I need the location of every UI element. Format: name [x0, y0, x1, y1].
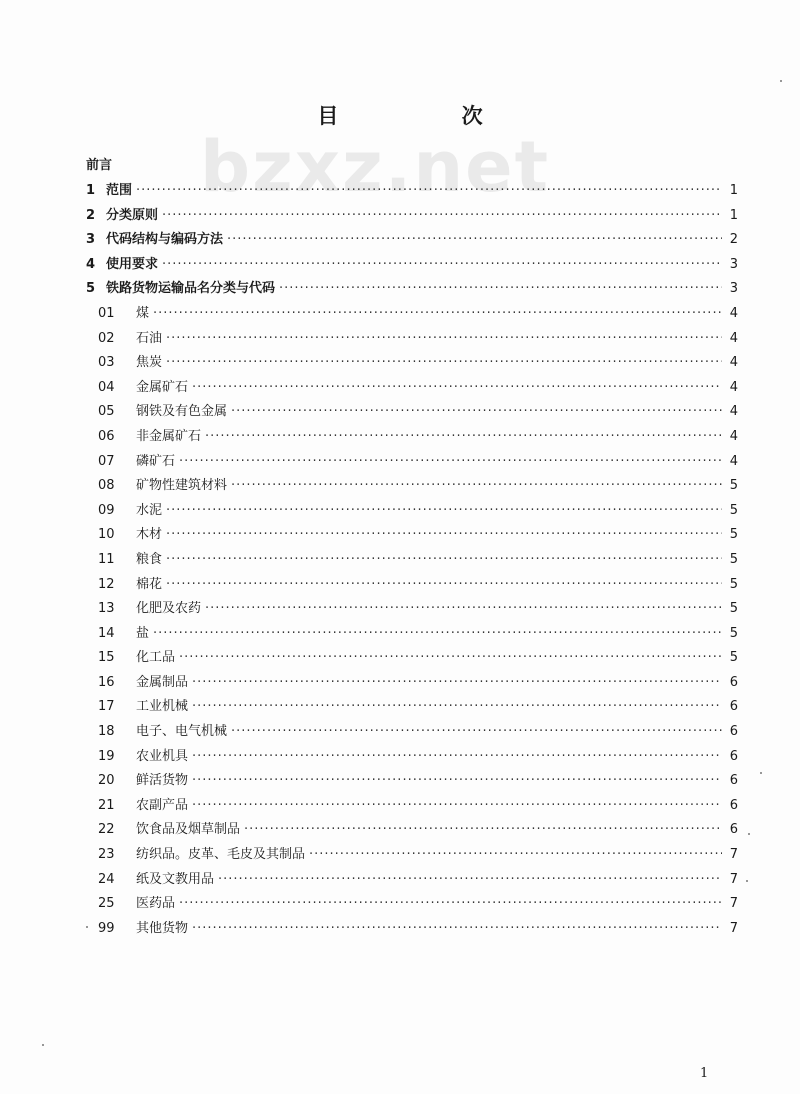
toc-entry-page: 4 [729, 355, 738, 371]
toc-entry-number: 21 [98, 797, 115, 813]
toc-entry [86, 868, 738, 893]
scan-speck [746, 880, 748, 882]
toc-entry-number: 18 [98, 724, 115, 740]
leader-dots [166, 577, 722, 592]
toc-entry-page: 6 [729, 674, 738, 690]
toc-entry-label: 非金属矿石 [136, 428, 202, 444]
toc-entry-label: 饮食品及烟草制品 [136, 822, 241, 838]
leader-dots [136, 183, 722, 198]
toc-entry [86, 450, 738, 475]
toc-entry [86, 327, 738, 352]
toc-entry-number: 22 [98, 822, 115, 838]
leader-dots [162, 208, 722, 223]
toc-entry-page: 4 [729, 428, 738, 444]
leader-dots [192, 798, 722, 813]
toc-entry-number: 09 [98, 502, 115, 518]
toc-entry-label: 纸及文教用品 [136, 871, 215, 887]
leader-dots [205, 429, 722, 444]
toc-entry-label: 工业机械 [136, 699, 189, 715]
toc-entry-page: 5 [729, 625, 738, 641]
leader-dots [166, 527, 722, 542]
toc-entry-page: 4 [729, 404, 738, 420]
toc-entry-page: 7 [729, 920, 738, 936]
leader-dots [279, 281, 722, 296]
toc-entry-page: 4 [729, 330, 738, 346]
toc-entry-label: 木材 [136, 527, 163, 543]
toc-entry-number: 07 [98, 453, 115, 469]
toc-entry-number: 4 [86, 256, 96, 272]
toc-entry [86, 622, 738, 647]
toc-entry-number: 1 [86, 183, 96, 198]
toc-entry-number: 01 [98, 305, 115, 321]
toc-entry [86, 302, 738, 327]
toc-entry-number: 19 [98, 748, 115, 764]
scan-speck [86, 926, 88, 928]
leader-dots [309, 847, 722, 862]
toc-entry-label: 钢铁及有色金属 [136, 404, 228, 420]
toc-entry [86, 179, 738, 204]
toc-entry-page: 5 [729, 601, 738, 617]
leader-dots [153, 306, 722, 321]
toc-entry-number: 25 [98, 896, 115, 912]
toc-entry-page: 5 [729, 650, 738, 666]
toc-entry-page: 3 [729, 256, 738, 272]
toc-entry-label: 煤 [136, 305, 150, 321]
toc-entry-number: 06 [98, 428, 115, 444]
toc-entry-label: 石油 [136, 330, 163, 346]
page-number: 1 [700, 1066, 709, 1081]
leader-dots [166, 503, 722, 518]
toc-entry [86, 376, 738, 401]
toc-entry-label: 磷矿石 [136, 453, 176, 469]
toc-entry [86, 499, 738, 524]
toc-entry-page: 3 [729, 281, 738, 297]
toc-entry [86, 597, 738, 622]
toc-entry [86, 745, 738, 770]
toc-entry-number: 3 [86, 232, 96, 248]
leader-dots [179, 650, 722, 665]
toc-entry-label: 使用要求 [106, 256, 159, 272]
scan-speck [780, 80, 782, 82]
leader-dots [192, 921, 722, 936]
toc-entry-number: 08 [98, 478, 115, 494]
toc-entry [86, 769, 738, 794]
toc-entry-number: 16 [98, 674, 115, 690]
toc-entry-page: 4 [729, 453, 738, 469]
leader-dots [218, 872, 722, 887]
toc-entry [86, 794, 738, 819]
toc-entry [86, 351, 738, 376]
toc-entry-label: 金属制品 [136, 674, 189, 690]
toc-entry-page: 5 [729, 502, 738, 518]
toc-entry-label: 医药品 [136, 896, 176, 912]
leader-dots [231, 724, 722, 739]
toc-entry-number: 05 [98, 404, 115, 420]
leader-dots [179, 896, 722, 911]
toc-entry-page: 6 [729, 773, 738, 789]
toc-entry-label: 盐 [136, 625, 150, 641]
toc-entry-number: 99 [98, 920, 115, 936]
toc-entry-page: 7 [729, 896, 738, 912]
toc-entry-page: 5 [729, 527, 738, 543]
toc-entry-number: 11 [98, 551, 115, 567]
toc-preface: 前言 [86, 158, 113, 173]
scan-speck [748, 833, 750, 835]
toc-entry-number: 14 [98, 625, 115, 641]
toc-entry [86, 277, 738, 302]
leader-dots [192, 749, 722, 764]
toc-entry-number: 13 [98, 601, 115, 617]
leader-dots [166, 331, 722, 346]
leader-dots [231, 404, 722, 419]
toc-entry [86, 253, 738, 278]
toc-entry-number: 2 [86, 207, 96, 223]
toc-entry [86, 523, 738, 548]
toc-entry [86, 400, 738, 425]
toc-entry [86, 548, 738, 573]
toc-entry-label: 金属矿石 [136, 379, 189, 395]
toc-entry-label: 水泥 [136, 502, 163, 518]
toc-entry-label: 农业机具 [136, 748, 189, 764]
toc-entry-label: 棉花 [136, 576, 163, 592]
toc-entry-page: 1 [729, 183, 738, 198]
toc-entry-label: 农副产品 [136, 797, 189, 813]
toc-entry-label: 分类原则 [106, 207, 159, 223]
toc-entry-label: 代码结构与编码方法 [106, 232, 224, 248]
toc-entry [86, 720, 738, 745]
leader-dots [179, 454, 722, 469]
toc-entry-label: 电子、电气机械 [136, 724, 228, 740]
toc-entry [86, 695, 738, 720]
toc-entry-page: 1 [729, 207, 738, 223]
toc-entry-page: 6 [729, 822, 738, 838]
leader-dots [153, 626, 722, 641]
toc-entry-number: 5 [86, 281, 96, 297]
toc-entry-page: 5 [729, 551, 738, 567]
leader-dots [192, 699, 722, 714]
scan-speck [42, 1044, 44, 1046]
toc-entry-page: 6 [729, 699, 738, 715]
page-title: 目 次 [317, 104, 541, 128]
leader-dots [162, 257, 722, 272]
toc-entry-label: 铁路货物运输品名分类与代码 [106, 281, 276, 297]
toc-entry-label: 鲜活货物 [136, 773, 189, 789]
table-of-contents [86, 179, 738, 941]
toc-entry-page: 6 [729, 797, 738, 813]
leader-dots [192, 380, 722, 395]
leader-dots [166, 355, 722, 370]
toc-entry-number: 02 [98, 330, 115, 346]
toc-entry-label: 范围 [106, 183, 133, 198]
toc-entry-number: 24 [98, 871, 115, 887]
toc-entry-number: 15 [98, 650, 115, 666]
leader-dots [192, 675, 722, 690]
toc-entry-page: 5 [729, 478, 738, 494]
toc-entry-number: 04 [98, 379, 115, 395]
toc-entry [86, 818, 738, 843]
toc-entry-number: 23 [98, 847, 115, 863]
leader-dots [227, 232, 722, 247]
toc-entry-page: 4 [729, 305, 738, 321]
leader-dots [205, 601, 722, 616]
toc-entry [86, 671, 738, 696]
toc-entry-number: 03 [98, 355, 115, 371]
toc-entry-page: 7 [729, 871, 738, 887]
toc-entry-label: 纺织品。皮革、毛皮及其制品 [136, 847, 306, 863]
toc-entry [86, 425, 738, 450]
toc-entry-number: 20 [98, 773, 115, 789]
toc-entry [86, 573, 738, 598]
toc-entry-label: 其他货物 [136, 920, 189, 936]
toc-entry [86, 843, 738, 868]
toc-entry-label: 焦炭 [136, 355, 163, 371]
toc-entry [86, 228, 738, 253]
toc-entry-page: 2 [729, 232, 738, 248]
toc-entry-number: 17 [98, 699, 115, 715]
toc-entry-page: 6 [729, 748, 738, 764]
leader-dots [166, 552, 722, 567]
toc-entry-label: 化肥及农药 [136, 601, 202, 617]
toc-entry-page: 7 [729, 847, 738, 863]
toc-entry-page: 5 [729, 576, 738, 592]
toc-entry [86, 474, 738, 499]
toc-entry-page: 4 [729, 379, 738, 395]
toc-entry-page: 6 [729, 724, 738, 740]
toc-entry [86, 917, 738, 942]
leader-dots [192, 773, 722, 788]
watermark: bzxz.net [200, 126, 551, 208]
toc-entry-label: 矿物性建筑材料 [136, 478, 228, 494]
toc-entry-label: 粮食 [136, 551, 163, 567]
toc-entry-label: 化工品 [136, 650, 176, 666]
toc-entry-number: 12 [98, 576, 115, 592]
scan-speck [760, 772, 762, 774]
toc-entry [86, 892, 738, 917]
leader-dots [231, 478, 722, 493]
leader-dots [244, 822, 722, 837]
toc-entry-number: 10 [98, 527, 115, 543]
toc-entry [86, 204, 738, 229]
toc-entry [86, 646, 738, 671]
